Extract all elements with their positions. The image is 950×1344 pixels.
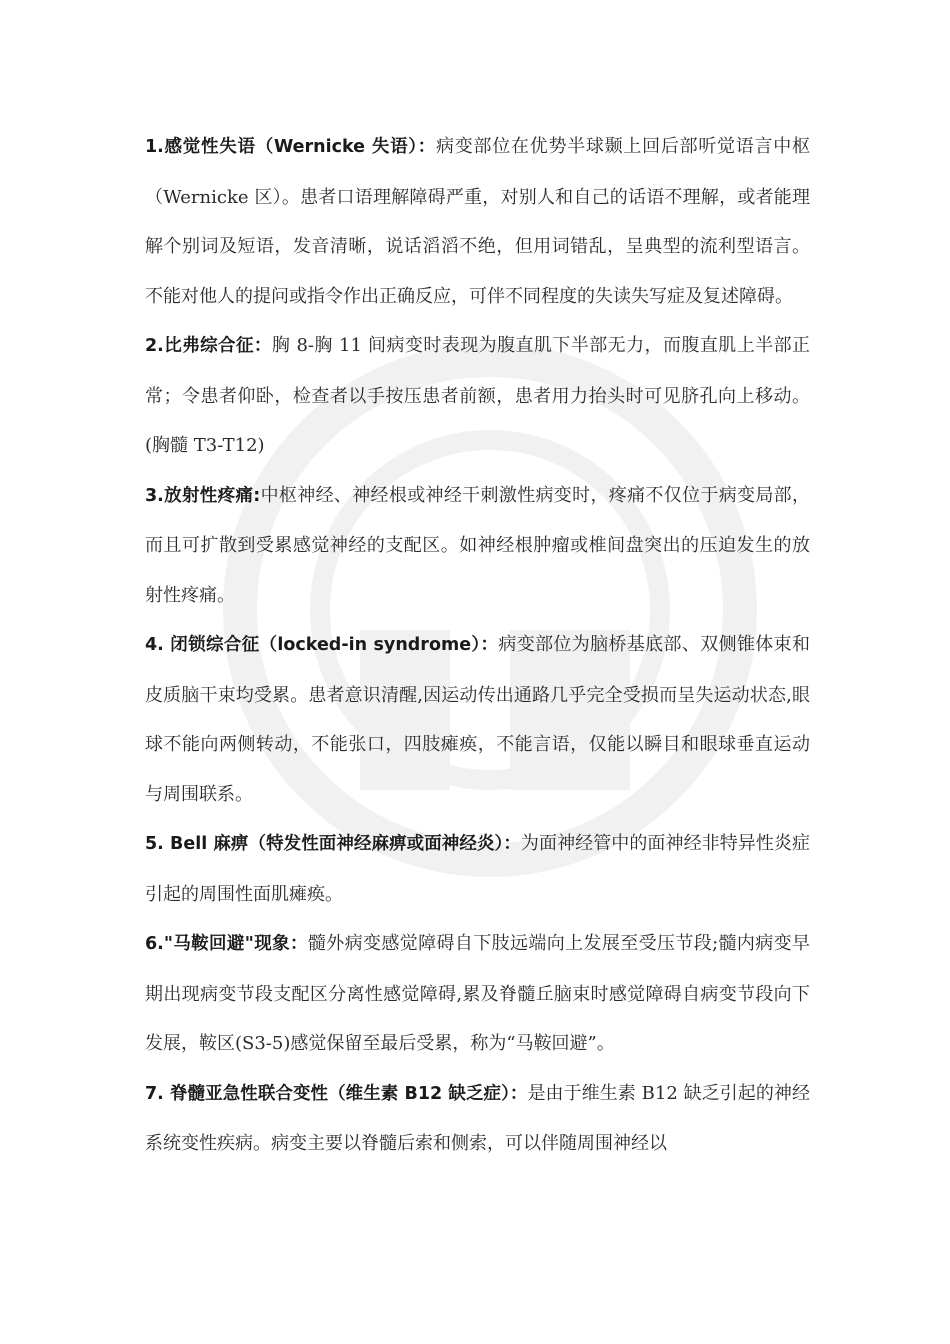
entry-term: 4. 闭锁综合征（locked-in syndrome）： bbox=[145, 635, 499, 655]
entry-text: 病变部位为脑桥基底部、双侧锥体束和皮质脑干束均受累。患者意识清醒,因运动传出通路几乎完全受损而呈失运动状态,眼球不能向两侧转动，不能张口，四肢瘫痪，不能言语，仅能以瞬目和眼球垂直运动与周围联系。 bbox=[145, 634, 810, 805]
entry-1 bbox=[145, 122, 810, 321]
entry-term: 6."马鞍回避"现象： bbox=[145, 934, 308, 954]
entry-term: 2.比弗综合征： bbox=[145, 336, 272, 356]
entry-term: 5. Bell 麻痹（特发性面神经麻痹或面神经炎）： bbox=[145, 834, 521, 854]
entry-2 bbox=[145, 321, 810, 471]
entry-5 bbox=[145, 819, 810, 919]
entry-text: 为面神经管中的面神经非特异性炎症引起的周围性面肌瘫痪。 bbox=[145, 833, 811, 905]
entry-text: 中枢神经、神经根或神经干刺激性病变时，疼痛不仅位于病变局部，而且可扩散到受累感觉神经的支配区。如神经根肿瘤或椎间盘突出的压迫发生的放射性疼痛。 bbox=[145, 484, 811, 606]
entry-term: 7. 脊髓亚急性联合变性（维生素 B12 缺乏症）： bbox=[145, 1083, 528, 1104]
entry-text: 胸 8-胸 11 间病变时表现为腹直肌下半部无力，而腹直肌上半部正常；令患者仰卧，检查者以手按压患者前额，患者用力抬头时可见脐孔向上移动。(胸髓 T3-T12) bbox=[145, 335, 810, 456]
entry-7 bbox=[145, 1069, 810, 1169]
entry-3 bbox=[145, 471, 810, 621]
entry-text: 是由于维生素 B12 缺乏引起的神经系统变性疾病。病变主要以脊髓后索和侧索，可以伴随周围神经以 bbox=[145, 1082, 810, 1154]
entry-6 bbox=[145, 919, 810, 1069]
entry-4 bbox=[145, 620, 810, 819]
entry-term: 1.感觉性失语（Wernicke 失语）： bbox=[145, 137, 437, 157]
entry-text: 病变部位在优势半球颞上回后部听觉语言中枢（Wernicke 区）。患者口语理解障碍严重，对别人和自己的话语不理解，或者能理解个别词及短语，发音清晰，说话滔滔不绝，但用词错乱，呈典型的流利型语言。不能对他人的提问或指令作出正确反应，可伴不同程度的失读失写症及复述障碍。 bbox=[145, 136, 810, 307]
entry-text: 髓外病变感觉障碍自下肢远端向上发展至受压节段;髓内病变早期出现病变节段支配区分离性感觉障碍,累及脊髓丘脑束时感觉障碍自病变节段向下发展，鞍区(S3-5)感觉保留至最后受累，称为“马鞍回避”。 bbox=[145, 933, 810, 1054]
entry-term: 3.放射性疼痛: bbox=[145, 485, 261, 506]
document-body bbox=[145, 122, 810, 1169]
